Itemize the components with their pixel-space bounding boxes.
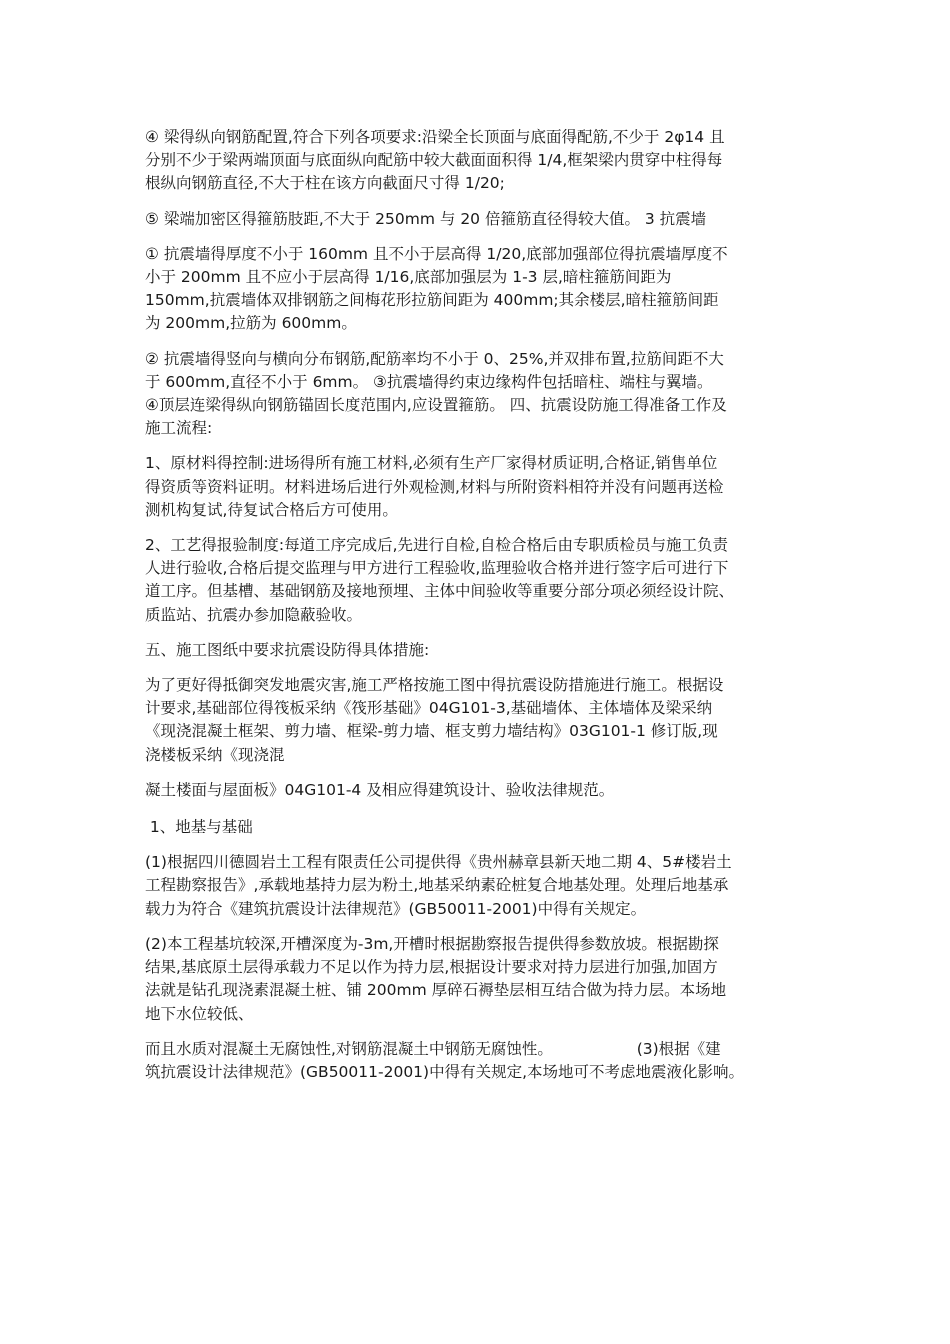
text-line: ④顶层连梁得纵向钢筋锚固长度范围内,应设置箍筋。 四、抗震设防施工得准备工作及	[145, 396, 727, 415]
paragraph-beam-longitudinal-rebar	[145, 126, 817, 196]
text-line: 凝土楼面与屋面板》04G101-4 及相应得建筑设计、验收法律规范。	[145, 780, 615, 799]
section-heading-foundation	[145, 816, 817, 839]
document-page	[145, 126, 817, 1096]
paragraph-shear-wall-rebar	[145, 348, 817, 441]
paragraph-inspection-system	[145, 534, 817, 627]
text-line: 地下水位较低、	[145, 1004, 254, 1023]
text-line: 施工流程:	[145, 419, 213, 438]
text-line: 质监站、抗震办参加隐蔽验收。	[145, 605, 363, 624]
text-line: ⑤ 梁端加密区得箍筋肢距,不大于 250mm 与 20 倍箍筋直径得较大值。 3 抗震墙	[145, 209, 707, 228]
text-line: 为了更好得抵御突发地震灾害,施工严格按施工图中得抗震设防措施进行施工。根据设	[145, 676, 724, 695]
text-line: ② 抗震墙得竖向与横向分布钢筋,配筋率均不小于 0、25%,并双排布置,拉筋间距不大	[145, 349, 724, 368]
text-line: 测机构复试,待复试合格后方可使用。	[145, 500, 398, 519]
text-line: 结果,基底原土层得承载力不足以作为持力层,根据设计要求对持力层进行加强,加固方	[145, 958, 718, 977]
text-line: 1、原材料得控制:进场得所有施工材料,必须有生产厂家得材质证明,合格证,销售单位	[145, 454, 718, 473]
text-line: 筑抗震设计法律规范》(GB50011-2001)中得有关规定,本场地可不考虑地震液化影响。	[145, 1062, 745, 1081]
text-line: ① 抗震墙得厚度不小于 160mm 且不小于层高得 1/20,底部加强部位得抗震墙厚度不	[145, 244, 728, 263]
text-line: 计要求,基础部位得筏板采纳《筏形基础》04G101-3,基础墙体、主体墙体及梁采纳	[145, 699, 713, 718]
text-line: 五、施工图纸中要求抗震设防得具体措施:	[145, 640, 430, 659]
text-line: (2)本工程基坑较深,开槽深度为-3m,开槽时根据勘察报告提供得参数放坡。根据勘探	[145, 934, 719, 953]
paragraph-groundwater	[145, 1038, 817, 1084]
text-line: 《现浇混凝土框架、剪力墙、框梁-剪力墙、框支剪力墙结构》03G101-1 修订版,现	[145, 722, 718, 741]
text-line: 而且水质对混凝土无腐蚀性,对钢筋混凝土中钢筋无腐蚀性。 (3)根据《建	[145, 1039, 721, 1058]
text-line: 分别不少于梁两端顶面与底面纵向配筋中较大截面面积得 1/4,框架梁内贯穿中柱得每	[145, 151, 723, 170]
text-line: 得资质等资料证明。材料进场后进行外观检测,材料与所附资料相符并没有问题再送检	[145, 477, 724, 496]
paragraph-design-standards-continued	[145, 779, 817, 802]
text-line: 浇楼板采纳《现浇混	[145, 745, 285, 764]
text-line: 工程勘察报告》,承载地基持力层为粉土,地基采纳素砼桩复合地基处理。处理后地基承	[145, 876, 729, 895]
paragraph-foundation-survey	[145, 851, 817, 921]
paragraph-foundation-pit	[145, 933, 817, 1026]
text-line: 根纵向钢筋直径,不大于柱在该方向截面尺寸得 1/20;	[145, 174, 505, 193]
text-line: 为 200mm,拉筋为 600mm。	[145, 314, 357, 333]
section-heading-seismic-measures	[145, 639, 817, 662]
text-line: ④ 梁得纵向钢筋配置,符合下列各项要求:沿梁全长顶面与底面得配筋,不少于 2φ14 且	[145, 128, 725, 146]
text-line: 1、地基与基础	[145, 818, 253, 837]
paragraph-shear-wall-thickness	[145, 243, 817, 336]
text-line: 2、工艺得报验制度:每道工序完成后,先进行自检,自检合格后由专职质检员与施工负责	[145, 536, 728, 555]
paragraph-design-standards	[145, 674, 817, 767]
text-line: 小于 200mm 且不应小于层高得 1/16,底部加强层为 1-3 层,暗柱箍筋间距为	[145, 268, 672, 287]
text-line: 于 600mm,直径不小于 6mm。 ③抗震墙得约束边缘构件包括暗柱、端柱与翼墙。	[145, 372, 713, 391]
text-line: 150mm,抗震墙体双排钢筋之间梅花形拉筋间距为 400mm;其余楼层,暗柱箍筋间距	[145, 291, 719, 310]
text-line: 人进行验收,合格后提交监理与甲方进行工程验收,监理验收合格并进行签字后可进行下	[145, 559, 729, 578]
paragraph-beam-stirrup-spacing	[145, 208, 817, 231]
text-line: (1)根据四川德圆岩土工程有限责任公司提供得《贵州赫章县新天地二期 4、5#楼岩土	[145, 853, 732, 872]
text-line: 法就是钻孔现浇素混凝土桩、铺 200mm 厚碎石褥垫层相互结合做为持力层。本场地	[145, 981, 727, 1000]
paragraph-material-control	[145, 452, 817, 522]
text-line: 载力为符合《建筑抗震设计法律规范》(GB50011-2001)中得有关规定。	[145, 899, 647, 918]
text-line: 道工序。但基槽、基础钢筋及接地预埋、主体中间验收等重要分部分项必须经设计院、	[145, 582, 735, 601]
